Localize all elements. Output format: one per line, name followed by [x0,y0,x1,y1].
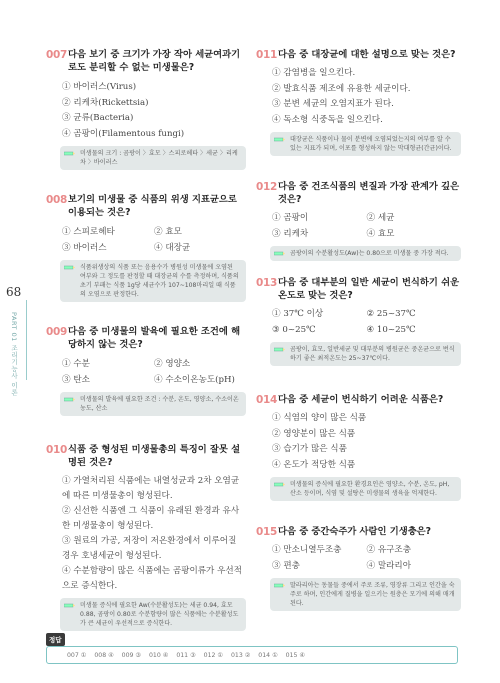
question-text: 식품 중 형성된 미생물총의 특징이 잘못 설명된 것은? [68,444,241,468]
option: ② 영양소 [154,359,191,369]
option: ① 수분 [62,359,90,369]
answer-item: 009 ③ [121,651,141,659]
explanation-box [60,146,246,170]
answer-item: 014 ① [258,651,278,659]
option: ② 효모 [154,227,182,237]
question-number: 010 [46,444,68,456]
question-014 [256,393,461,501]
option: ③ 바이러스 [62,242,107,253]
explanation-text: 미생물의 증식에 필요한 환경요인은 영양소, 수분, 온도, pH, 산소 등이며, 식염 및 설탕은 미생물의 생육을 억제한다. [290,481,450,497]
question-number: 011 [256,49,278,61]
question-015 [256,525,461,611]
answer-key-label: 정답 [46,633,65,646]
pencil-icon [64,149,75,158]
question-text: 다음 보기 중 크기가 가장 작아 세균여과기로도 분리할 수 없는 미생물은? [68,49,241,73]
option: ① 가열처리된 식품에는 내열성균과 2차 오염균에 따른 미생물총이 형성된다. [62,476,240,501]
option: ④ 수소이온농도(pH) [154,374,235,385]
explanation-box [270,342,461,366]
answer-item: 007 ① [67,651,87,659]
question-number: 009 [46,326,68,338]
explanation-text: 말라리아는 동물들 중에서 주로 조류, 영장류 그리고 인간을 숙주로 하며, 인간에게 질병을 일으키는 원충은 모기에 의해 매개된다. [290,582,455,607]
question-009 [46,325,246,416]
pencil-icon [64,601,75,610]
question-number: 014 [256,394,278,406]
question-008 [46,193,246,302]
explanation-text: 미생물 증식에 필요한 Aw(수분활성도)는 세균 0.94, 효모 0.88, 곰팡이 0.80로 수분함량이 많은 식품에는 수분활성도가 큰 세균이 우선적으로 증식한다. [80,602,239,627]
explanation-box [60,260,246,302]
explanation-text: 곰팡이의 수분활성도(Aw)는 0.80으로 미생물 중 가장 적다. [290,250,449,257]
pencil-icon [274,581,285,590]
answer-item: 015 ④ [285,651,305,659]
pencil-icon [64,395,75,404]
answer-item: 010 ④ [148,651,169,659]
option: ② 신선한 식품엔 그 식품이 유래된 환경과 유사한 미생물총이 형성된다. [62,506,240,531]
option: ③ 0~25℃ [272,324,316,335]
explanation-text: 식품위생상의 식품 또는 음용수가 병원성 미생물에 오염된 여부와 그 정도를 판정할 때 대장균의 수를 측정하며, 식품의 초기 부패는 식품 1g당 세균수가 107~108마리일 때 식품의 오염으로 판정한다. [80,264,239,298]
option: ① 만소니열두조충 [272,545,342,555]
question-007 [46,48,246,170]
option: ② 리케차(Rickettsia) [62,97,149,108]
pencil-icon [274,135,285,144]
question-013 [256,276,461,366]
question-number: 015 [256,526,278,538]
option: ③ 원료의 가공, 저장이 저온환경에서 이루어질 경우 호냉세균이 형성된다. [62,536,237,561]
sidebar-divider [26,300,27,380]
question-text: 다음 중 중간숙주가 사람인 기생충은? [278,526,432,537]
option: ② 25~37℃ [366,309,416,319]
option: ② 영양분이 많은 식품 [272,428,356,439]
explanation-text: 미생물의 크기 : 곰팡이 〉효모 〉스피로헤타 〉세균 〉리케차 〉바이러스 [80,150,238,166]
question-011 [256,48,461,156]
answer-item: 013 ② [230,651,251,659]
explanation-box [60,598,246,631]
option: ③ 편충 [272,560,300,571]
answer-item: 012 ① [203,651,223,659]
option: ① 식염의 양이 많은 식품 [272,413,367,423]
option: ④ 독소형 식중독을 일으킨다. [272,114,383,125]
question-text: 다음 중 건조식품의 변질과 가장 관계가 깊은 것은? [278,181,460,205]
pencil-icon [64,263,75,272]
option: ② 발효식품 제조에 유용한 세균이다. [272,83,411,94]
answer-key-bar [46,636,458,664]
question-text: 다음 중 세균이 번식하기 어려운 식품은? [278,394,444,405]
explanation-text: 미생물의 발육에 필요한 조건 : 수분, 온도, 영양소, 수소이온농도, 산소 [80,396,239,412]
option: ③ 습기가 많은 식품 [272,444,347,454]
question-010 [46,443,246,631]
option: ④ 효모 [366,228,395,239]
answer-item: 011 ③ [176,651,196,659]
option: ③ 균류(Bacteria) [62,113,134,123]
option: ④ 수분함량이 많은 식품에는 곰팡이류가 우선적으로 증식한다. [62,566,242,591]
option: ④ 곰팡이(Filamentous fungi) [62,128,185,139]
pencil-icon [274,249,285,258]
page-number: 68 [6,285,22,299]
explanation-box [270,578,461,611]
option: ① 바이러스(Virus) [62,82,137,92]
question-text: 다음 중 대장균에 대한 설명으로 맞는 것은? [278,49,456,60]
explanation-box [270,246,461,261]
answer-key-items [67,652,305,659]
option: ① 스피로헤타 [62,227,115,237]
question-text: 다음 중 미생물의 발육에 필요한 조건에 해당하지 않는 것은? [68,326,241,350]
option: ① 37℃ 이상 [272,309,324,319]
option: ④ 온도가 적당한 식품 [272,459,356,470]
option: ① 곰팡이 [272,213,309,223]
answer-item: 008 ④ [94,651,114,659]
explanation-box [270,477,461,501]
question-number: 007 [46,49,68,61]
explanation-text: 대장균은 식품이나 물이 분변에 오염되었는지의 여부를 알 수 있는 지표가 되며, 이포를 형성하지 않는 막대형균(간균)이다. [290,136,452,152]
page-sidebar [0,0,28,683]
option: ① 감염병을 일으킨다. [272,68,356,78]
question-number: 012 [256,181,278,193]
explanation-box [270,132,461,156]
question-text: 다음 중 대부분의 일반 세균이 번식하기 쉬운 온도로 맞는 것은? [278,277,460,301]
option: ④ 대장균 [154,242,191,253]
question-number: 013 [256,277,278,289]
option: ② 세균 [366,213,395,223]
explanation-text: 곰팡이, 효모, 일반세균 및 대부분의 병원균은 중온균으로 번식하기 좋은 최적온도는 25~37℃이다. [290,346,455,362]
option: ④ 말라리아 [366,560,412,571]
pencil-icon [274,480,285,489]
pencil-icon [274,345,285,354]
option: ③ 리케차 [272,228,309,239]
section-label: PART 01 조리기능사 이론 [10,312,18,396]
option: ③ 탄소 [62,374,90,385]
question-number: 008 [46,194,68,206]
explanation-box [60,392,246,416]
option: ④ 10~25℃ [366,324,416,335]
question-text: 보기의 미생물 중 식품의 위생 지표균으로 이용되는 것은? [68,194,237,218]
question-012 [256,180,461,261]
option: ② 유구조충 [366,545,412,555]
option: ③ 분변 세균의 오염지표가 된다. [272,99,394,109]
